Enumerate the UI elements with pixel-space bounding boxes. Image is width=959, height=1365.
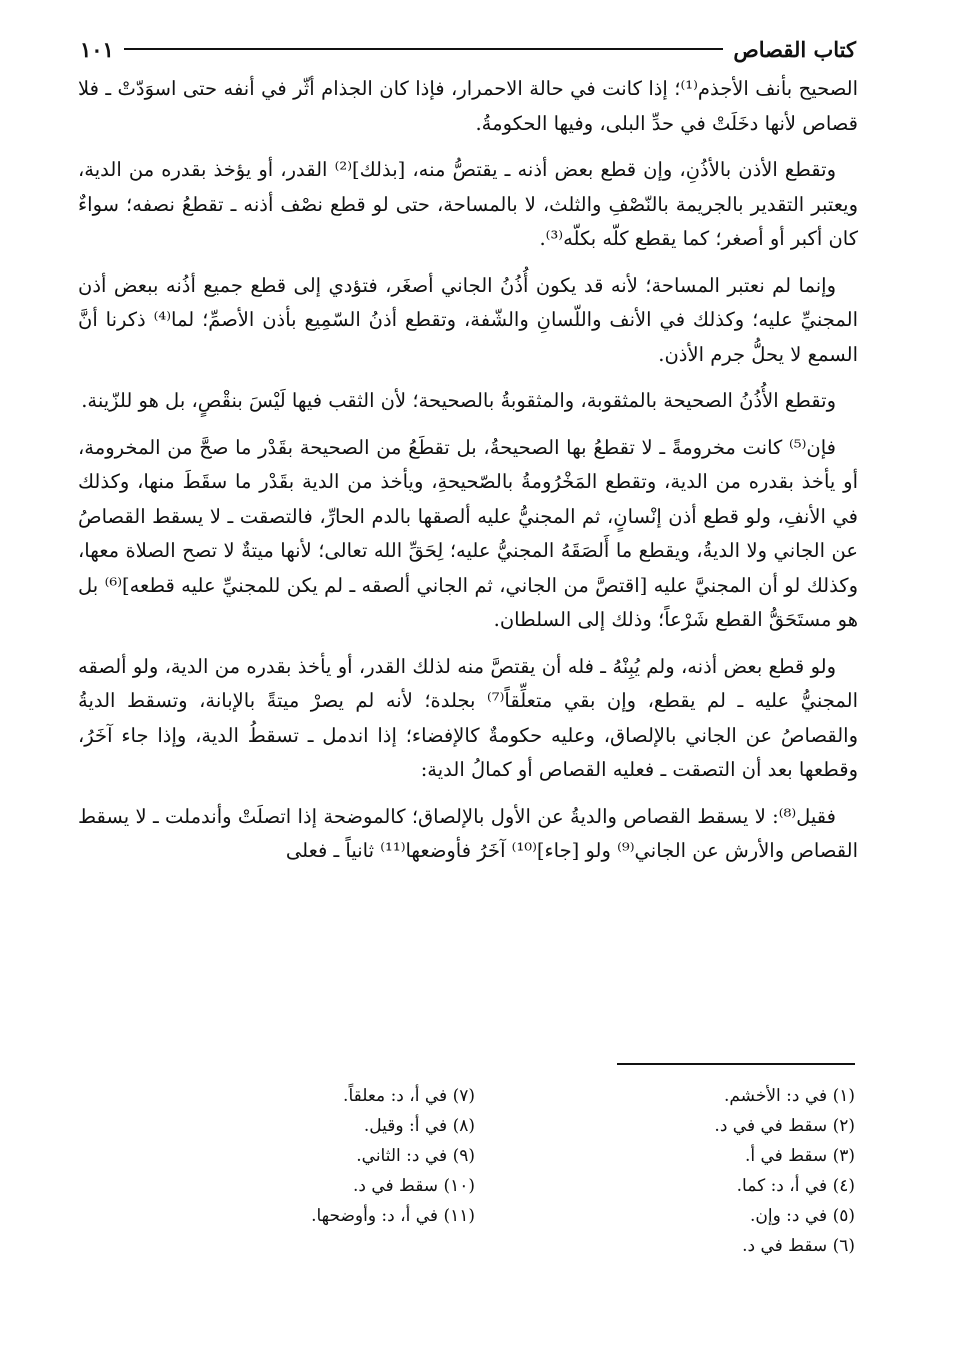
paragraph: وإنما لم نعتبر المساحة؛ لأنه قد يكون أُذُنُ الجاني أصغَر، فتؤدي إلى قطع جميع أذُنه ببعض أذن المجنيِّ عليه؛ وكذلك في الأنف واللّسانِ والشّفة، وتقطع أذنُ السّمِيع بأذن الأصمِّ؛ لما⁽⁴⁾ ذكرنا أنَّ السمع لا يحلُّ جرم الأذن. [78,273,858,366]
page-number: ١٠١ [80,36,114,62]
footnote: (٩) في د: الثاني. [356,1146,475,1166]
paragraph: وتقطع الأذن بالأذُنِ، وإن قطع بعض أذنه ـ يقتصُّ منه، [بذلك]⁽²⁾ القدر، أو يؤخذ بقدره من الدية، ويعتبر التقدير بالجريمة بالنّصْفِ والثلث، لا بالمساحة، حتى لو قطع نصْف أذنه ـ تقطعُ نصفه؛ سواءٌ كان أكبر أو أصغر؛ كما يقطع كلّه بكلّه⁽³⁾. [78,158,858,250]
footnote-separator [617,1063,855,1065]
main-text [78,72,858,881]
paragraph: وتقطع الأُذُنُ الصحيحة بالمثقوبة، والمثقوبةُ بالصحيحة؛ لأن الثقب فيها لَيْسَ بنقْصٍ، بل هو للزّينة. [81,389,836,412]
paragraph: فقيل⁽⁸⁾: لا يسقط القصاص والديةُ عن الأول بالإلصاق؛ كالموضحة إذا اتصلَتْ وأندملت ـ لا يسقط القصاص والأرش عن الجاني⁽⁹⁾ ولو [جاء]⁽¹⁰⁾ آخَرُ فأوضعها⁽¹¹⁾ ثانياً ـ فعلى [78,804,858,862]
paragraph: فإن⁽⁵⁾ كانت مخرومةً ـ لا تقطعُ بها الصحيحةُ، بل تقطَعُ من الصحيحة بقَدْر ما صحَّ من المخرومة، أو يأخذ بقدره من الدية، وتقطع المَخْرُومةُ بالصّحيحةِ، ويأخذ من الدية بقَدْر ما سقَطَ منها، وكذلك في الأنفِ، ولو قطع أذن إنْسانٍ، ثم المجنيُّ عليه ألصقها بالدم الحارِّ، فالتصقت ـ لا يسقط القصاصُ عن الجاني ولا الديةُ، ويقطع ما أَلصَقَهُ المجنيُّ عليه؛ لِحَقِّ الله تعالى؛ لأنها ميتةٌ لا تصح الصلاة معها، وكذلك لو أن المجنيَّ عليه [اقتصَّ من الجاني، ثم الجاني ألصقه ـ لم يكن للمجنيِّ عليه قطعه]⁽⁶⁾ بل هو مستَحَقُّ القطع شَرْعاً؛ وذلك إلى السلطان. [78,435,859,631]
footnote: (١٠) سقط في د. [352,1176,475,1196]
footnote: (١١) في أ، د: وأوضحها. [311,1206,475,1226]
footnote: (٧) في أ، د: معلقاً. [343,1086,475,1106]
footnotes-column-left [215,1081,475,1231]
footnote: (١) في د: الأخشم. [723,1086,855,1106]
header-rule [124,48,723,50]
footnote: (٣) سقط في أ. [744,1146,855,1166]
footnote: (٥) في د: وإن. [749,1206,855,1226]
paragraph: ولو قطع بعض أذنه، ولم يُبِنْهُ ـ فله أن يقتصَّ منه لذلك القدر، أو يأخذ بقدره من الدية، ولو ألصقه المجنيُّ عليه ـ لم يقطع، وإن بقي متعلِّقاً⁽⁷⁾ بجلدة؛ لأنه لم يصرْ ميتةً بالإبانة، وتسقط الديةُ والقصاصُ عن الجاني بالإلصاق، وعليه حكومةٌ كالإفضاء؛ إذا اندمل ـ تسقطُ الدية، وإذا جاء آخَرُ، وقطعها بعد أن التصقت ـ فعليه القصاص أو كمالُ الدية: [78,654,858,781]
paragraph: الصحيح بأنف الأجذم⁽¹⁾؛ إذا كانت في حالة الاحمرار، فإذا كان الجذام أثّر في أنفه حتى اسوَدّتْ ـ فلا قصاص لأنها دخَلَتْ في حدِّ البلى، وفيها الحكومةُ. [78,77,858,135]
footnotes-column-right [595,1081,855,1261]
footnote: (٨) في أ: وقيل. [363,1116,475,1136]
footnote: (٢) سقط في في د. [714,1116,855,1136]
chapter-title: كتاب القصاص [733,36,856,62]
footnote: (٤) في أ، د: كما. [736,1176,855,1196]
footnote: (٦) سقط في د. [742,1236,855,1256]
page-header [80,34,856,64]
